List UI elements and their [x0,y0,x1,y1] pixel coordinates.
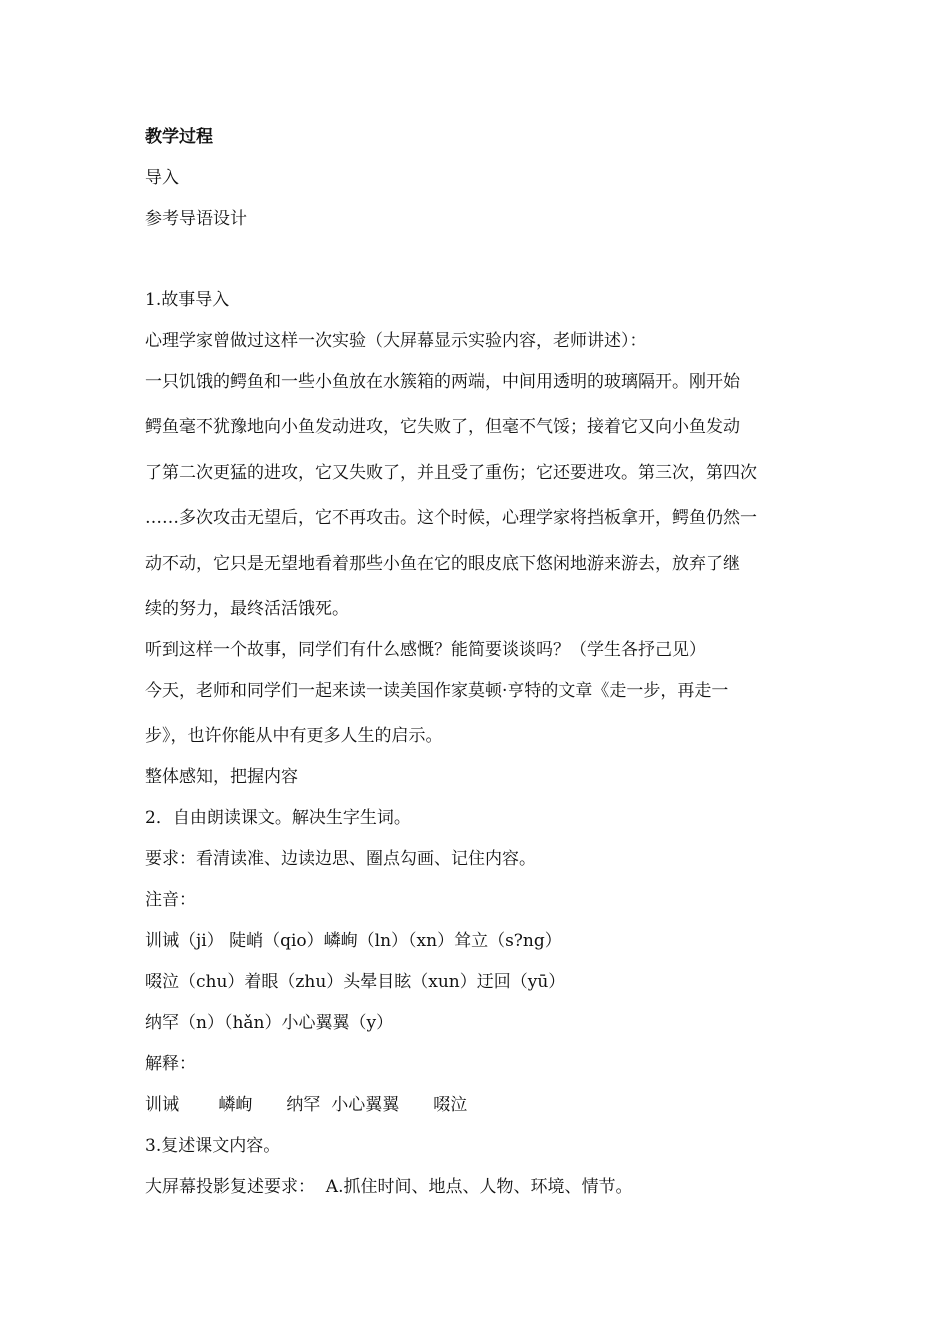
phonetic-line: 训诫（ji） 陡峭（qio）嶙峋（ln）（xn）耸立（s?ng） [145,931,562,951]
discussion-question: 听到这样一个故事，同学们有什么感慨？能简要谈谈吗？（学生各抒己见） [145,640,706,660]
subsection-heading: 参考导语设计 [145,209,247,229]
item-2-heading: 2．自由朗读课文。解决生字生词。 [145,808,411,828]
item-3-heading: 3.复述课文内容。 [145,1136,281,1156]
phonetic-line: 纳罕（n）（hǎn）小心翼翼（y） [145,1013,394,1033]
intro-heading: 导入 [145,168,179,188]
phonetic-line: 啜泣（chu）着眼（zhu）头晕目眩（xun）迂回（yū） [145,972,566,992]
explain-terms: 训诫 嶙峋 纳罕 小心翼翼 啜泣 [145,1095,468,1115]
story-line: 动不动，它只是无望地看着那些小鱼在它的眼皮底下悠闲地游来游去，放弃了继 [145,554,740,574]
today-line: 今天，老师和同学们一起来读一读美国作家莫顿·亨特的文章《走一步，再走一 [145,681,729,701]
item-1-heading: 1.故事导入 [145,290,230,310]
today-line: 步》，也许你能从中有更多人生的启示。 [145,726,443,746]
requirement-text: 要求：看清读准、边读边思、圈点勾画、记住内容。 [145,849,536,869]
phonetic-label: 注音： [145,890,196,910]
story-line: 一只饥饿的鳄鱼和一些小鱼放在水簇箱的两端，中间用透明的玻璃隔开。刚开始 [145,372,740,392]
story-lead: 心理学家曾做过这样一次实验（大屏幕显示实验内容，老师讲述）： [145,331,647,351]
projection-requirement: 大屏幕投影复述要求： A.抓住时间、地点、人物、环境、情节。 [145,1177,633,1197]
story-line: 续的努力，最终活活饿死。 [145,599,349,619]
story-line: 了第二次更猛的进攻，它又失败了，并且受了重伤；它还要进攻。第三次，第四次 [145,463,757,483]
story-line: 鳄鱼毫不犹豫地向小鱼发动进攻，它失败了，但毫不气馁；接着它又向小鱼发动 [145,417,740,437]
story-line: ……多次攻击无望后，它不再攻击。这个时候，心理学家将挡板拿开，鳄鱼仍然一 [145,508,757,528]
overall-heading: 整体感知，把握内容 [145,767,298,787]
section-title: 教学过程 [145,127,213,147]
explain-label: 解释： [145,1054,196,1074]
